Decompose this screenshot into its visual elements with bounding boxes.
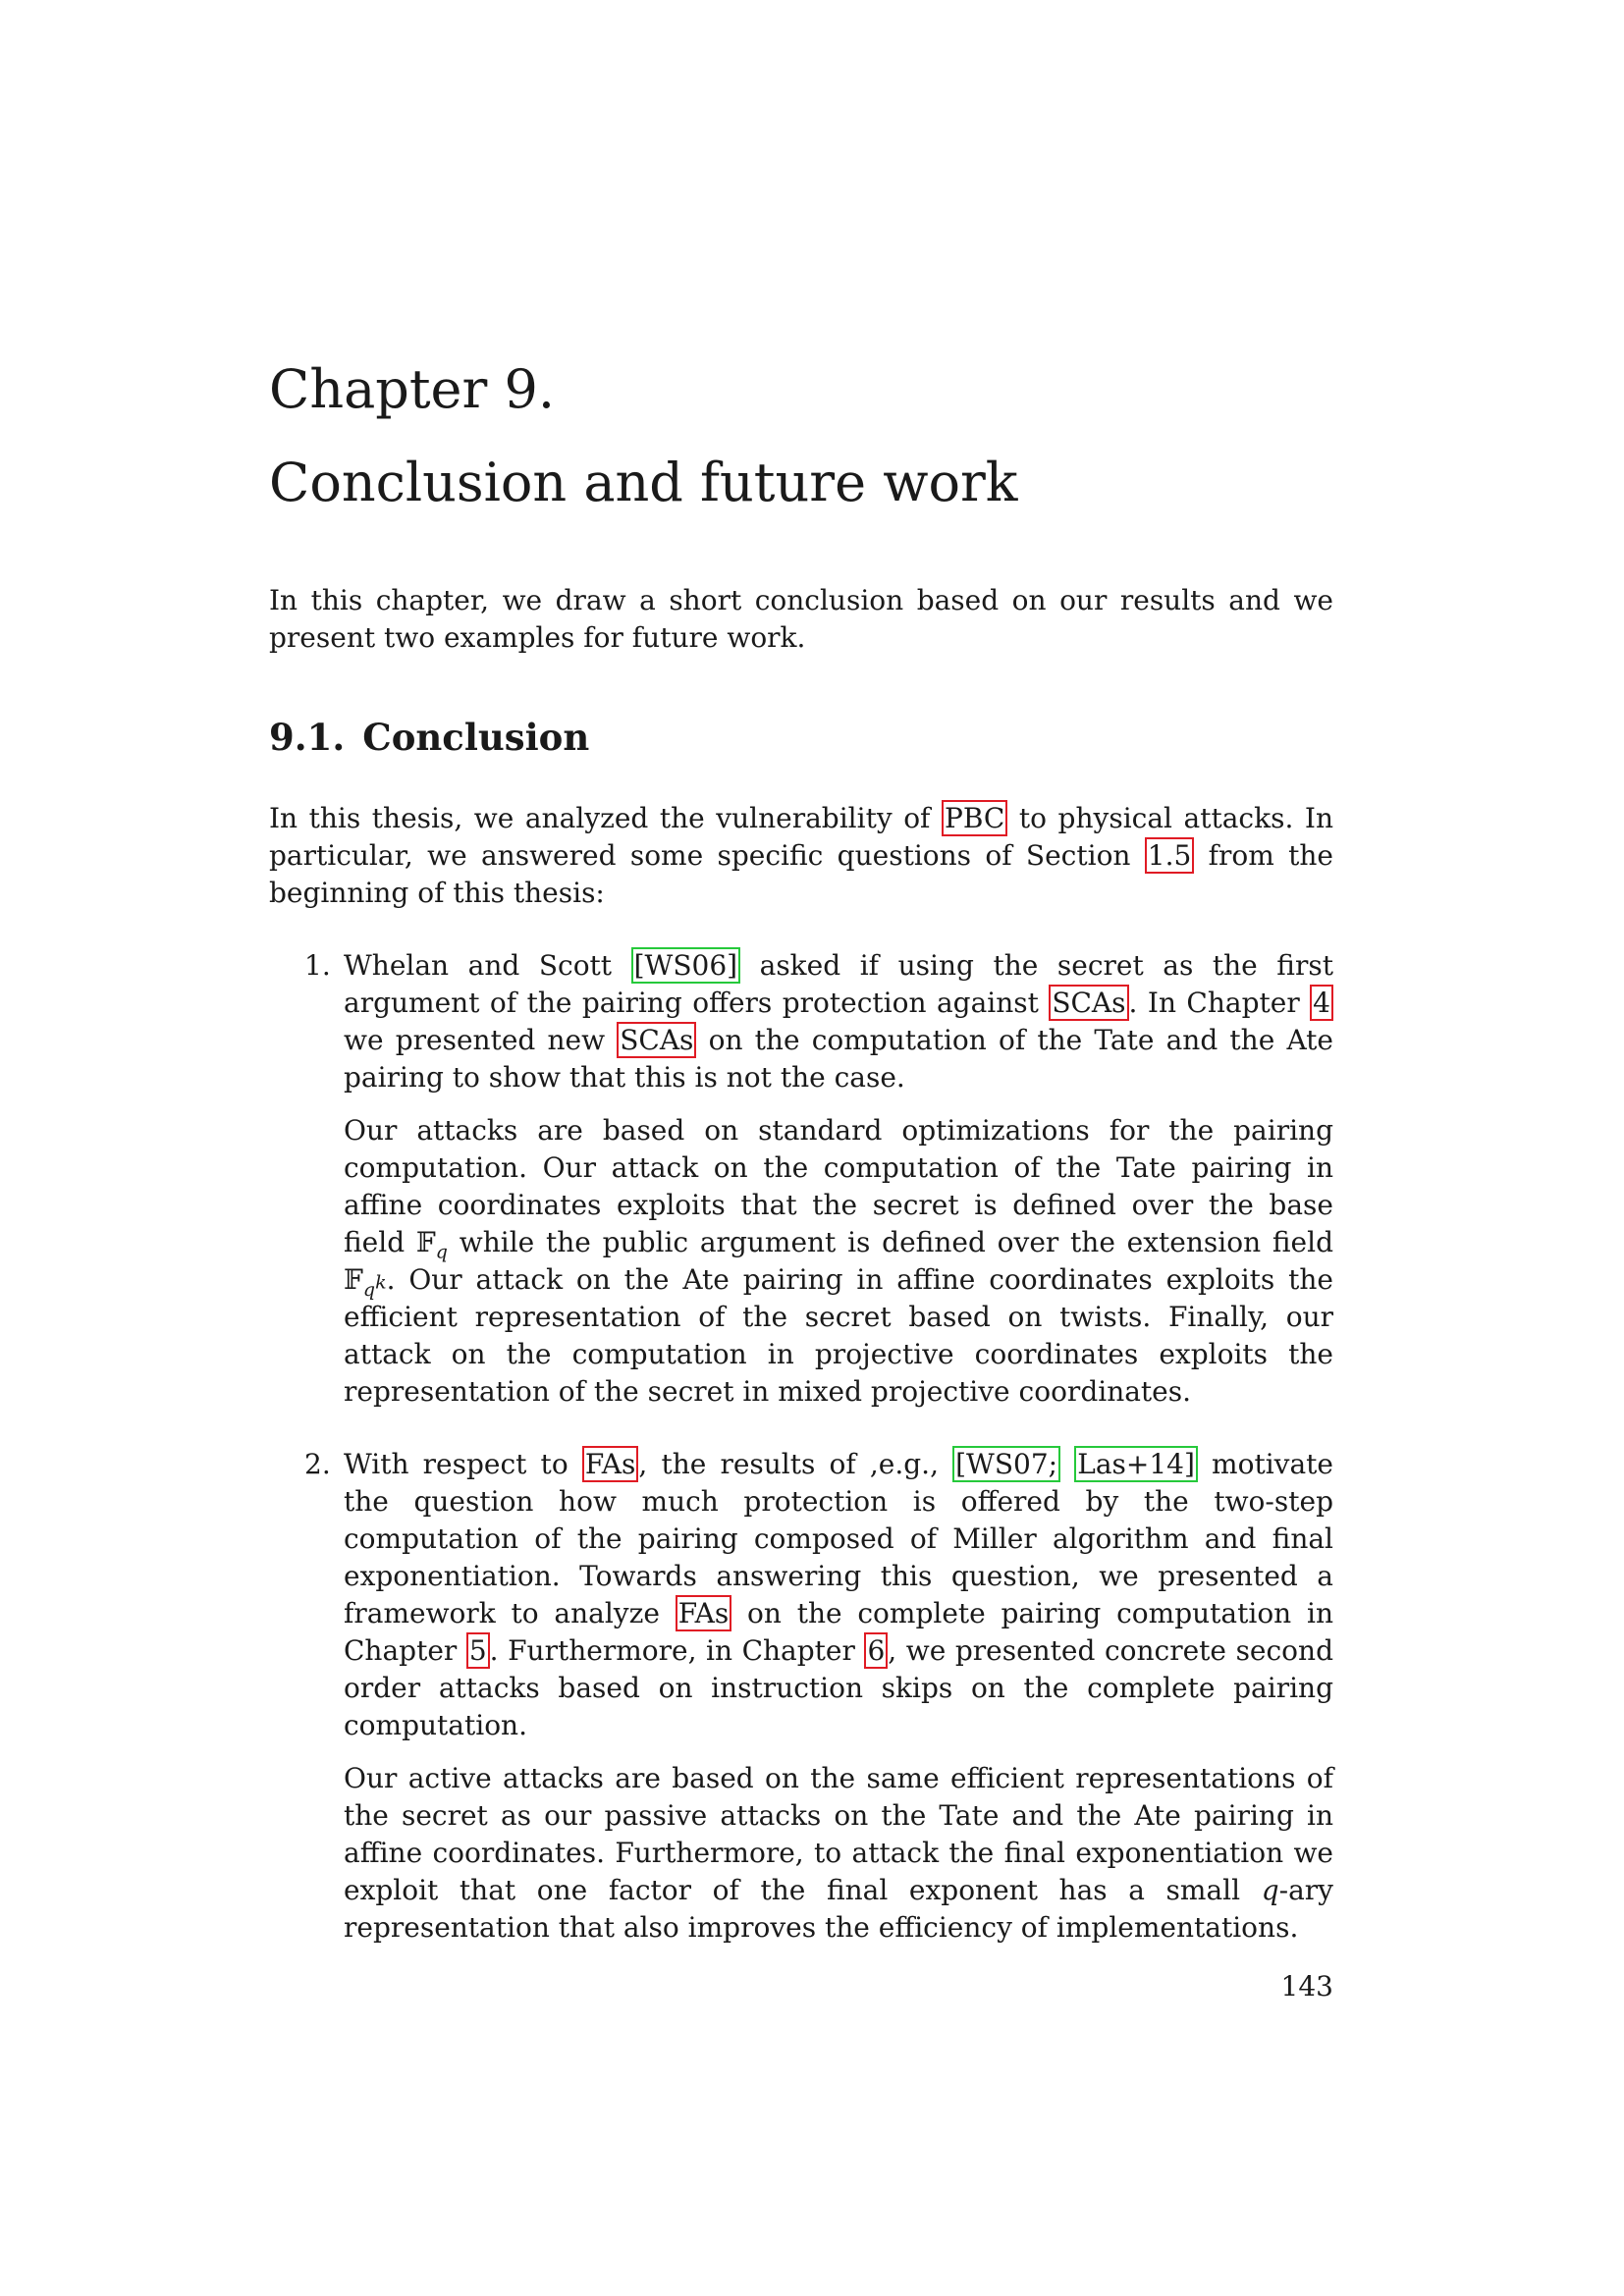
text-run: -ary representation that also improves the efficiency of implementations. [344, 1873, 1333, 1944]
math-subscript-base: q [362, 1278, 376, 1301]
list-item-paragraph [344, 947, 1333, 1096]
math-subscript [362, 1271, 387, 1301]
text-run: . Our attack on the Ate pairing in affine coordinates exploits the efficient representation of the secret based on twists. Finally, our attack on the computation in projective coordinates exploits the representation of the secret in mixed projective coordinates. [344, 1262, 1333, 1408]
text-run: With respect to [344, 1447, 582, 1480]
text-run: asked if using the secret as the first argument of the pairing offers protection against [344, 948, 1333, 1019]
conclusion-list [269, 947, 1333, 1947]
list-item-paragraph [344, 1760, 1333, 1947]
math-symbol: 𝔽 [344, 1262, 363, 1296]
text-run: In this thesis, we analyzed the vulnerability of [269, 801, 942, 834]
text-run: , we presented concrete second order attacks based on instruction skips on the complete pairing computation. [344, 1633, 1334, 1741]
chapter-title: Conclusion and future work [269, 451, 1018, 513]
list-item-paragraph [344, 1446, 1333, 1744]
text-run [1060, 1448, 1074, 1480]
text-run: on the computation of the Tate and the Ate pairing to show that this is not the case. [344, 1023, 1333, 1094]
math-variable: q [1261, 1873, 1279, 1906]
acronym-link-fas[interactable]: FAs [582, 1446, 639, 1482]
page-content [269, 358, 1333, 1982]
citation-link-las14[interactable]: Las+14] [1074, 1446, 1198, 1482]
text-run: we presented new [344, 1023, 618, 1056]
text-run: to physical attacks. In particular, we answered some specific questions of Section [269, 801, 1333, 872]
math-symbol: 𝔽 [415, 1225, 436, 1258]
text-run: Our active attacks are based on the same efficient representations of the secret as our passive attacks on the Tate and the Ate pairing in affine coordinates. Furthermore, to attack the final exponentiation we exploit that one factor of the final exponent has a small [344, 1761, 1333, 1906]
math-subscript: q [435, 1241, 448, 1263]
text-run: Our attacks are based on standard optimizations for the pairing computation. Our attack on the computation of the Tate pairing in affine coordinates exploits that the secret is defined over the base field [344, 1113, 1333, 1258]
text-run: from the beginning of this thesis: [269, 838, 1333, 909]
text-run: , the results of ,e.g., [638, 1447, 953, 1480]
citation-link-ws07[interactable]: [WS07; [952, 1446, 1060, 1482]
list-item [269, 947, 1333, 1411]
section-title: Conclusion [362, 715, 590, 759]
math-superscript: k [375, 1271, 387, 1294]
list-item [269, 1446, 1333, 1947]
chapter-intro: In this chapter, we draw a short conclusion based on our results and we present two examples for future work. [269, 583, 1333, 654]
list-marker: 2. [304, 1447, 331, 1480]
section-number: 9.1. [269, 715, 346, 759]
text-run: . In Chapter [1128, 986, 1311, 1019]
text-run: motivate the question how much protection is offered by the two-step computation of the pairing composed of Miller algorithm and final exponentiation. Towards answering this question, we presented a framework to analyze [344, 1447, 1333, 1629]
citation-link-ws06[interactable]: [WS06] [631, 947, 740, 984]
text-run: Whelan and Scott [344, 948, 631, 982]
acronym-link-scas[interactable]: SCAs [617, 1022, 696, 1058]
chapter-label: Chapter 9. [269, 358, 556, 420]
page-number: 143 [1280, 1970, 1333, 2002]
acronym-link-scas[interactable]: SCAs [1049, 985, 1128, 1021]
chapter-link-6[interactable]: 6 [864, 1632, 888, 1669]
math-extension-field [344, 1262, 387, 1301]
chapter-link-5[interactable]: 5 [466, 1632, 490, 1669]
chapter-link-4[interactable]: 4 [1310, 985, 1333, 1021]
text-run: on the complete pairing computation in Chapter [344, 1596, 1333, 1667]
math-base-field [415, 1225, 448, 1263]
list-item-paragraph [344, 1112, 1333, 1411]
acronym-link-pbc[interactable]: PBC [942, 800, 1007, 836]
section-lead-paragraph [269, 800, 1333, 912]
text-run: . Furthermore, in Chapter [489, 1633, 865, 1667]
section-link-1-5[interactable]: 1.5 [1145, 837, 1195, 874]
section-heading [269, 716, 1333, 759]
list-marker: 1. [304, 948, 331, 982]
text-run: while the public argument is defined over the extension field [447, 1225, 1333, 1258]
acronym-link-fas[interactable]: FAs [676, 1595, 732, 1631]
